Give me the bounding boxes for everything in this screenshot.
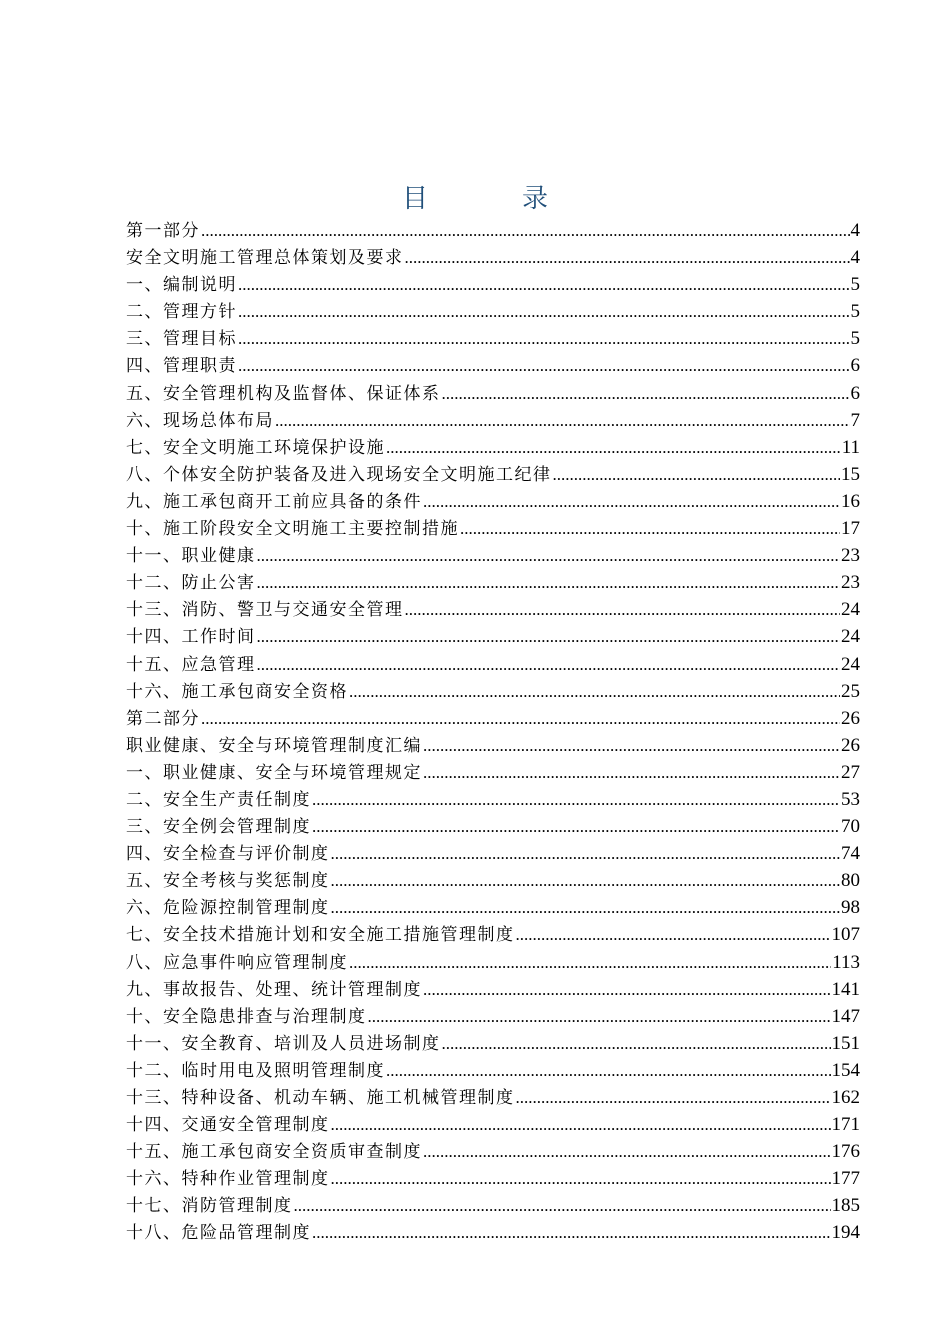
toc-entry-page-number: 70: [841, 816, 860, 838]
dot-leader: [257, 542, 841, 569]
toc-entry-page-number: 162: [831, 1087, 860, 1108]
dot-leader: [368, 1003, 831, 1030]
toc-entry-page-number: 5: [850, 301, 860, 323]
dot-leader: [238, 352, 850, 379]
toc-entry[interactable]: [126, 596, 860, 623]
dot-leader: [516, 1084, 831, 1111]
toc-entry-page-number: 6: [850, 355, 860, 377]
toc-entry-page-number: 194: [831, 1222, 860, 1244]
toc-entry-title: 十一、职业健康: [126, 546, 256, 567]
toc-entry-page-number: 98: [841, 897, 860, 919]
toc-entry[interactable]: [126, 840, 860, 867]
dot-leader: [257, 623, 841, 650]
toc-entry[interactable]: [126, 732, 860, 759]
dot-leader: [349, 949, 831, 976]
toc-entry-title: 职业健康、安全与环境管理制度汇编: [126, 735, 422, 756]
toc-entry-page-number: 107: [831, 924, 860, 946]
toc-entry-page-number: 4: [850, 220, 860, 241]
toc-entry-title: 第二部分: [126, 708, 200, 729]
toc-entry-title: 十六、特种作业管理制度: [126, 1169, 330, 1190]
dot-leader: [405, 244, 850, 271]
toc-entry-page-number: 11: [841, 436, 860, 458]
toc-entry-title: 十二、临时用电及照明管理制度: [126, 1060, 385, 1081]
toc-entry-page-number: 5: [850, 274, 860, 296]
toc-entry-title: 三、管理目标: [126, 329, 237, 350]
toc-entry-page-number: 80: [841, 870, 860, 892]
toc-entry-page-number: 27: [841, 761, 860, 783]
toc-entry[interactable]: [126, 678, 860, 705]
dot-leader: [423, 976, 831, 1003]
toc-entry-title: 十四、交通安全管理制度: [126, 1115, 330, 1136]
toc-entry[interactable]: [126, 434, 860, 461]
toc-entry[interactable]: [126, 271, 860, 298]
toc-entry[interactable]: [126, 813, 860, 840]
toc-entry-title: 一、职业健康、安全与环境管理规定: [126, 762, 422, 783]
toc-entry-title: 十六、施工承包商安全资格: [126, 681, 348, 702]
toc-entry[interactable]: [126, 298, 860, 325]
toc-entry-page-number: 5: [850, 328, 860, 350]
toc-entry-page-number: 176: [831, 1141, 860, 1163]
toc-entry[interactable]: [126, 759, 860, 786]
dot-leader: [238, 271, 850, 298]
toc-entry-title: 十五、应急管理: [126, 654, 256, 675]
toc-entry-page-number: 23: [841, 572, 860, 594]
toc-entry-page-number: 26: [841, 734, 860, 756]
toc-list: [126, 217, 860, 1247]
toc-entry-title: 十三、消防、警卫与交通安全管理: [126, 600, 404, 621]
dot-leader: [312, 1219, 831, 1246]
toc-entry-title: 五、安全管理机构及监督体、保证体系: [126, 383, 441, 404]
toc-entry[interactable]: [126, 352, 860, 379]
toc-entry-page-number: 24: [841, 599, 860, 621]
toc-entry-title: 十三、特种设备、机动车辆、施工机械管理制度: [126, 1088, 515, 1108]
toc-entry-page-number: 74: [841, 843, 860, 865]
dot-leader: [257, 569, 841, 596]
toc-entry-title: 十二、防止公害: [126, 573, 256, 594]
toc-entry-title: 七、安全技术措施计划和安全施工措施管理制度: [126, 925, 515, 946]
toc-entry[interactable]: [126, 1084, 860, 1111]
toc-entry-page-number: 6: [850, 382, 860, 404]
toc-entry-title: 五、安全考核与奖惩制度: [126, 871, 330, 892]
toc-entry-title: 九、施工承包商开工前应具备的条件: [126, 491, 422, 512]
toc-entry-page-number: 147: [831, 1005, 860, 1027]
dot-leader: [386, 434, 841, 461]
toc-entry[interactable]: [126, 515, 860, 542]
toc-entry[interactable]: [126, 705, 860, 732]
toc-entry[interactable]: [126, 894, 860, 921]
dot-leader: [423, 488, 840, 515]
toc-entry-page-number: 16: [841, 490, 860, 512]
dot-leader: [423, 1138, 831, 1165]
toc-entry-page-number: 154: [831, 1059, 860, 1081]
toc-entry-title: 六、危险源控制管理制度: [126, 898, 330, 919]
toc-entry[interactable]: [126, 651, 860, 678]
toc-entry[interactable]: [126, 1003, 860, 1030]
toc-entry-page-number: 15: [841, 463, 860, 485]
toc-entry-title: 七、安全文明施工环境保护设施: [126, 437, 385, 458]
dot-leader: [516, 921, 831, 948]
toc-entry-page-number: 23: [841, 545, 860, 567]
toc-entry[interactable]: [126, 244, 860, 271]
dot-leader: [331, 840, 841, 867]
toc-entry[interactable]: [126, 461, 860, 488]
dot-leader: [331, 1111, 831, 1138]
dot-leader: [405, 596, 841, 623]
toc-entry-title: 四、管理职责: [126, 356, 237, 377]
dot-leader: [460, 515, 840, 542]
toc-entry-page-number: 24: [841, 626, 860, 648]
toc-entry[interactable]: [126, 407, 860, 434]
toc-entry[interactable]: [126, 867, 860, 894]
toc-entry-page-number: 113: [832, 951, 860, 973]
toc-entry-title: 十五、施工承包商安全资质审查制度: [126, 1142, 422, 1163]
dot-leader: [331, 867, 841, 894]
toc-entry-title: 二、管理方针: [126, 302, 237, 323]
toc-entry[interactable]: [126, 1138, 860, 1165]
toc-entry-page-number: 7: [850, 409, 860, 431]
toc-entry-title: 第一部分: [126, 221, 200, 241]
toc-entry[interactable]: [126, 380, 860, 407]
toc-entry-title: 二、安全生产责任制度: [126, 789, 311, 810]
toc-entry[interactable]: [126, 623, 860, 650]
toc-entry[interactable]: [126, 325, 860, 352]
toc-title: 目 录: [401, 184, 582, 214]
toc-entry-page-number: 171: [831, 1114, 860, 1136]
toc-entry-page-number: 25: [841, 680, 860, 702]
dot-leader: [238, 325, 850, 352]
toc-entry-page-number: 177: [831, 1168, 860, 1190]
dot-leader: [442, 1030, 831, 1057]
dot-leader: [312, 813, 840, 840]
toc-entry[interactable]: [126, 921, 860, 948]
toc-entry[interactable]: [126, 488, 860, 515]
toc-entry-page-number: 185: [831, 1195, 860, 1217]
toc-entry[interactable]: [126, 1111, 860, 1138]
toc-entry-page-number: 4: [850, 247, 860, 269]
toc-entry[interactable]: [126, 569, 860, 596]
toc-entry-title: 九、事故报告、处理、统计管理制度: [126, 979, 422, 1000]
dot-leader: [201, 705, 840, 732]
toc-entry[interactable]: [126, 1192, 860, 1219]
toc-entry-page-number: 141: [831, 978, 860, 1000]
toc-entry-title: 十四、工作时间: [126, 627, 256, 648]
dot-leader: [331, 894, 841, 921]
toc-entry[interactable]: [126, 786, 860, 813]
toc-entry-title: 十一、安全教育、培训及人员进场制度: [126, 1033, 441, 1054]
toc-entry-title: 八、个体安全防护装备及进入现场安全文明施工纪律: [126, 464, 552, 485]
toc-entry-page-number: 17: [841, 518, 860, 540]
toc-entry-page-number: 53: [841, 788, 860, 810]
toc-entry[interactable]: [126, 217, 860, 244]
toc-entry-title: 四、安全检查与评价制度: [126, 844, 330, 865]
toc-entry[interactable]: [126, 1030, 860, 1057]
toc-entry-title: 十八、危险品管理制度: [126, 1223, 311, 1244]
toc-entry[interactable]: [126, 1057, 860, 1084]
dot-leader: [349, 678, 840, 705]
toc-entry-page-number: 26: [841, 707, 860, 729]
toc-entry-title: 三、安全例会管理制度: [126, 817, 311, 838]
toc-entry-title: 安全文明施工管理总体策划及要求: [126, 248, 404, 269]
dot-leader: [442, 380, 850, 407]
toc-entry-page-number: 24: [841, 653, 860, 675]
toc-entry-title: 十、施工阶段安全文明施工主要控制措施: [126, 519, 459, 540]
dot-leader: [331, 1165, 831, 1192]
dot-leader: [553, 461, 841, 488]
toc-entry-page-number: 151: [831, 1032, 860, 1054]
toc-entry-title: 十、安全隐患排查与治理制度: [126, 1006, 367, 1027]
toc-entry-title: 六、现场总体布局: [126, 410, 274, 431]
dot-leader: [386, 1057, 831, 1084]
dot-leader: [423, 732, 840, 759]
toc-entry[interactable]: [126, 542, 860, 569]
toc-entry[interactable]: [126, 949, 860, 976]
dot-leader: [294, 1192, 831, 1219]
toc-entry-title: 十七、消防管理制度: [126, 1196, 293, 1217]
dot-leader: [275, 407, 850, 434]
dot-leader: [423, 759, 840, 786]
dot-leader: [312, 786, 840, 813]
toc-entry[interactable]: [126, 1165, 860, 1192]
toc-entry[interactable]: [126, 1219, 860, 1246]
dot-leader: [201, 217, 850, 244]
toc-entry-title: 八、应急事件响应管理制度: [126, 952, 348, 973]
toc-entry[interactable]: [126, 976, 860, 1003]
dot-leader: [238, 298, 850, 325]
dot-leader: [257, 651, 841, 678]
toc-entry-title: 一、编制说明: [126, 275, 237, 296]
